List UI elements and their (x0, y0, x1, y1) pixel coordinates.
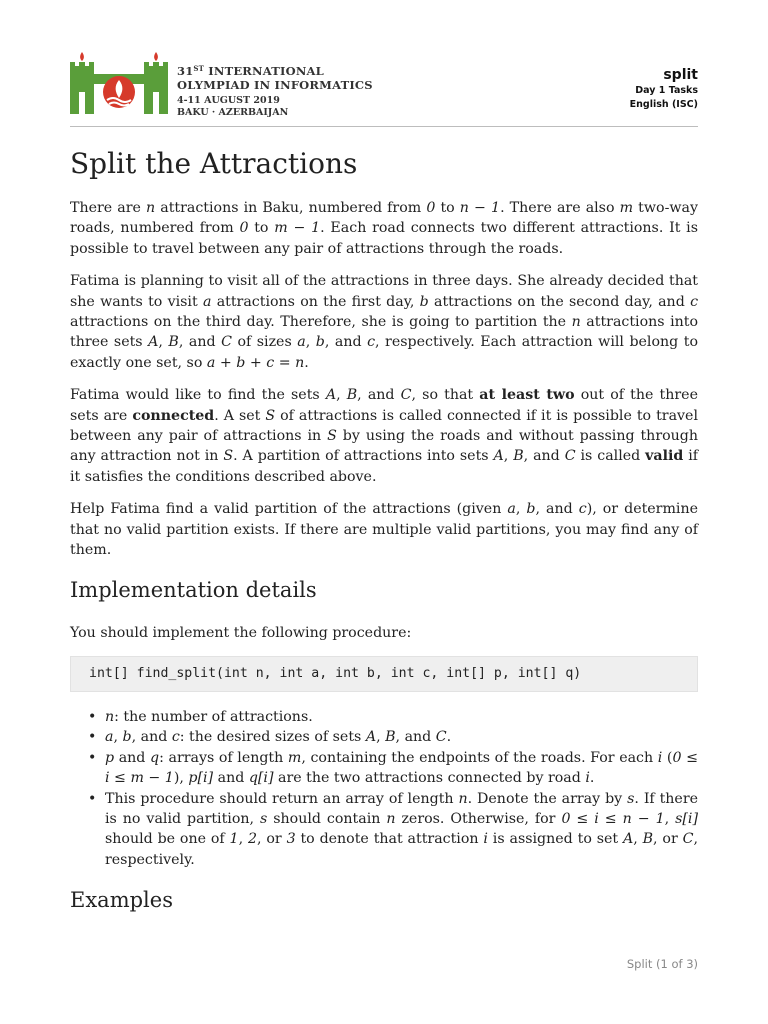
math-expression: c (690, 293, 699, 310)
task-meta (630, 66, 698, 112)
text-run: , respectively. Each attraction will belong to exactly one set, so (70, 334, 698, 371)
page-footer: Split (1 of 3) (626, 957, 698, 971)
text-run: to denote that attraction (295, 831, 484, 848)
math-expression: S (327, 428, 337, 445)
emphasis: connected (132, 407, 215, 424)
math-expression: 0 ≤ i ≤ n − 1 (561, 811, 665, 828)
math-expression: 1 (229, 831, 239, 848)
text-run: out of the three sets are (70, 387, 698, 424)
math-expression: S (265, 407, 276, 424)
math-expression: n (458, 790, 468, 807)
math-expression: a (297, 334, 306, 351)
text-run: , and (131, 729, 172, 746)
text-run: . If there is no valid partition, (105, 790, 699, 828)
math-expression: B (168, 334, 179, 351)
paragraph-4 (70, 499, 698, 560)
text-run: : arrays of length (159, 749, 288, 766)
text-run: is called (575, 448, 646, 465)
text-run: of sizes (231, 334, 298, 351)
math-expression: C (564, 448, 576, 465)
math-expression: i (483, 831, 488, 848)
text-run: Fatima is planning to visit all of the attractions in three days. She already decided that she wants to visit (70, 273, 698, 310)
text-run: and (114, 749, 150, 766)
text-run: , (158, 334, 169, 351)
code-signature: int[] find_split(int n, int a, int b, int c, int[] p, int[] q) (70, 656, 698, 692)
text-run: to (435, 200, 460, 216)
math-expression: n (571, 314, 581, 331)
math-expression: a (507, 501, 516, 518)
math-expression: m (287, 749, 302, 766)
math-expression: C (221, 334, 232, 351)
text-run: to (248, 220, 275, 237)
math-expression: B (642, 831, 654, 848)
math-expression: n (105, 709, 115, 725)
text-run: . (589, 770, 595, 787)
text-run: , (305, 334, 316, 351)
text-run: Fatima would like to find the sets (70, 387, 326, 404)
parameter-list (70, 707, 698, 870)
text-run: This procedure should return an array of length (105, 790, 459, 807)
math-expression: b (419, 293, 429, 310)
text-run: should contain (267, 811, 387, 828)
text-run: attractions into three sets (70, 314, 698, 351)
math-expression: A (148, 334, 159, 351)
text-run: , (633, 831, 643, 848)
emphasis: at least two (479, 387, 575, 404)
text-run: . A set (214, 407, 266, 424)
text-run: , (376, 729, 386, 746)
examples-heading: Examples (70, 888, 173, 912)
text-run: , and (395, 729, 436, 746)
olympiad-title: 31ST INTERNATIONAL OLYMPIAD IN INFORMATICS 4-11 AUGUST 2019 BAKU · AZERBAIJAN (177, 64, 373, 118)
text-run: zeros. Otherwise, for (395, 811, 562, 828)
list-item (105, 727, 698, 747)
math-expression: 3 (286, 831, 296, 848)
text-run: , (503, 448, 514, 465)
math-expression: p (105, 749, 115, 766)
text-run: . Each road connects two different attractions. It is possible to travel between any pair of attractions through the roads. (70, 220, 698, 257)
math-expression: a + b + c = n (206, 354, 305, 371)
text-run: , so that (411, 387, 480, 404)
text-run: , (113, 729, 123, 746)
math-expression: n (386, 811, 396, 828)
text-run: attractions on the second day, and (428, 293, 691, 310)
math-expression: a (202, 293, 212, 310)
text-run: by using the roads and without passing through any attraction not in (70, 428, 699, 465)
math-expression: b (526, 501, 536, 518)
text-run: , or (653, 831, 683, 848)
math-expression: a (105, 729, 114, 746)
math-expression: A (622, 831, 634, 848)
text-run: , and (535, 501, 579, 518)
math-expression: S (223, 448, 234, 465)
text-run: is assigned to set (487, 831, 623, 848)
statement-body (70, 198, 698, 573)
math-expression: n − 1 (459, 200, 501, 216)
text-run: , or (256, 831, 287, 848)
text-run: attractions on the third day. Therefore, she is going to partition the (70, 314, 572, 331)
math-expression: n (146, 200, 156, 216)
text-run: : the number of attractions. (114, 709, 313, 725)
math-expression: i (657, 749, 663, 766)
math-expression: b (122, 729, 132, 746)
math-expression: q[i] (248, 770, 274, 787)
text-run: , (515, 501, 527, 518)
text-run: , and (324, 334, 368, 351)
emphasis: valid (645, 448, 684, 465)
math-expression: A (365, 729, 377, 746)
text-run: ), (173, 770, 189, 787)
paragraph-1 (70, 198, 698, 259)
text-run: : the desired sizes of sets (179, 729, 366, 746)
math-expression: A (325, 387, 337, 404)
text-run: , and (357, 387, 401, 404)
text-run: . Denote the array by (467, 790, 628, 807)
math-expression: s[i] (675, 811, 698, 828)
math-expression: c (578, 501, 587, 518)
text-run: . (446, 729, 452, 746)
list-item (105, 707, 698, 727)
math-expression: C (682, 831, 694, 848)
paragraph-3 (70, 385, 698, 487)
paragraph-2 (70, 271, 698, 373)
math-expression: i (585, 770, 590, 787)
text-run: two-way roads, numbered from (70, 200, 698, 237)
math-expression: p[i] (188, 770, 214, 787)
page-header (70, 50, 698, 127)
text-run: . (304, 354, 309, 371)
event-place: BAKU · AZERBAIJAN (177, 107, 289, 118)
math-expression: q (150, 749, 160, 766)
math-expression: 2 (247, 831, 257, 848)
math-expression: s (627, 790, 635, 807)
text-run: ), or determine that no valid partition exists. If there are multiple valid partitions, you may find any of them. (70, 501, 698, 559)
text-run: , and (523, 448, 565, 465)
math-expression: 0 (426, 200, 436, 216)
text-run: , respectively. (105, 831, 698, 868)
page-title: Split the Attractions (70, 147, 358, 180)
text-run: of attractions is called connected if it is possible to travel between any pair of attractions in (70, 407, 698, 445)
math-expression: c (171, 729, 180, 746)
math-expression: B (346, 387, 358, 404)
math-expression: B (513, 448, 524, 465)
math-expression: C (400, 387, 412, 404)
text-run: , (238, 831, 248, 848)
text-run: There are (70, 200, 147, 216)
math-expression: A (493, 448, 504, 465)
math-expression: s (259, 811, 268, 828)
text-run: should be one of (105, 831, 230, 848)
math-expression: b (315, 334, 325, 351)
implementation-heading: Implementation details (70, 578, 317, 602)
math-expression: m (619, 200, 634, 216)
text-run: attractions in Baku, numbered from (155, 200, 427, 216)
task-name: split (663, 67, 698, 83)
text-run: Help Fatima find a valid partition of the attractions (given (70, 501, 508, 518)
text-run: attractions on the first day, (211, 293, 420, 310)
text-run: , and (178, 334, 222, 351)
event-dates: 4-11 AUGUST 2019 (177, 95, 280, 106)
math-expression: c (367, 334, 376, 351)
math-expression: B (385, 729, 396, 746)
math-expression: 0 (239, 220, 249, 237)
text-run: if it satisfies the conditions described above. (70, 448, 699, 485)
math-expression: m − 1 (274, 220, 321, 237)
text-run: , (664, 811, 676, 828)
text-run: ( (662, 749, 673, 766)
text-run: , (336, 387, 347, 404)
implementation-lead: You should implement the following procedure: (70, 625, 412, 641)
math-expression: 0 ≤ i ≤ m − 1 (105, 749, 698, 787)
text-run: , containing the endpoints of the roads. For each (301, 749, 658, 766)
text-run: are the two attractions connected by road (273, 770, 586, 787)
text-run: . A partition of attractions into sets (233, 448, 494, 465)
list-item (105, 789, 698, 871)
task-day: Day 1 Tasks (635, 85, 698, 96)
text-run: . There are also (500, 200, 620, 216)
list-item (105, 748, 698, 789)
ioi-logo-icon (70, 52, 168, 114)
math-expression: C (435, 729, 447, 746)
text-run: and (213, 770, 249, 787)
task-language: English (ISC) (629, 99, 698, 110)
